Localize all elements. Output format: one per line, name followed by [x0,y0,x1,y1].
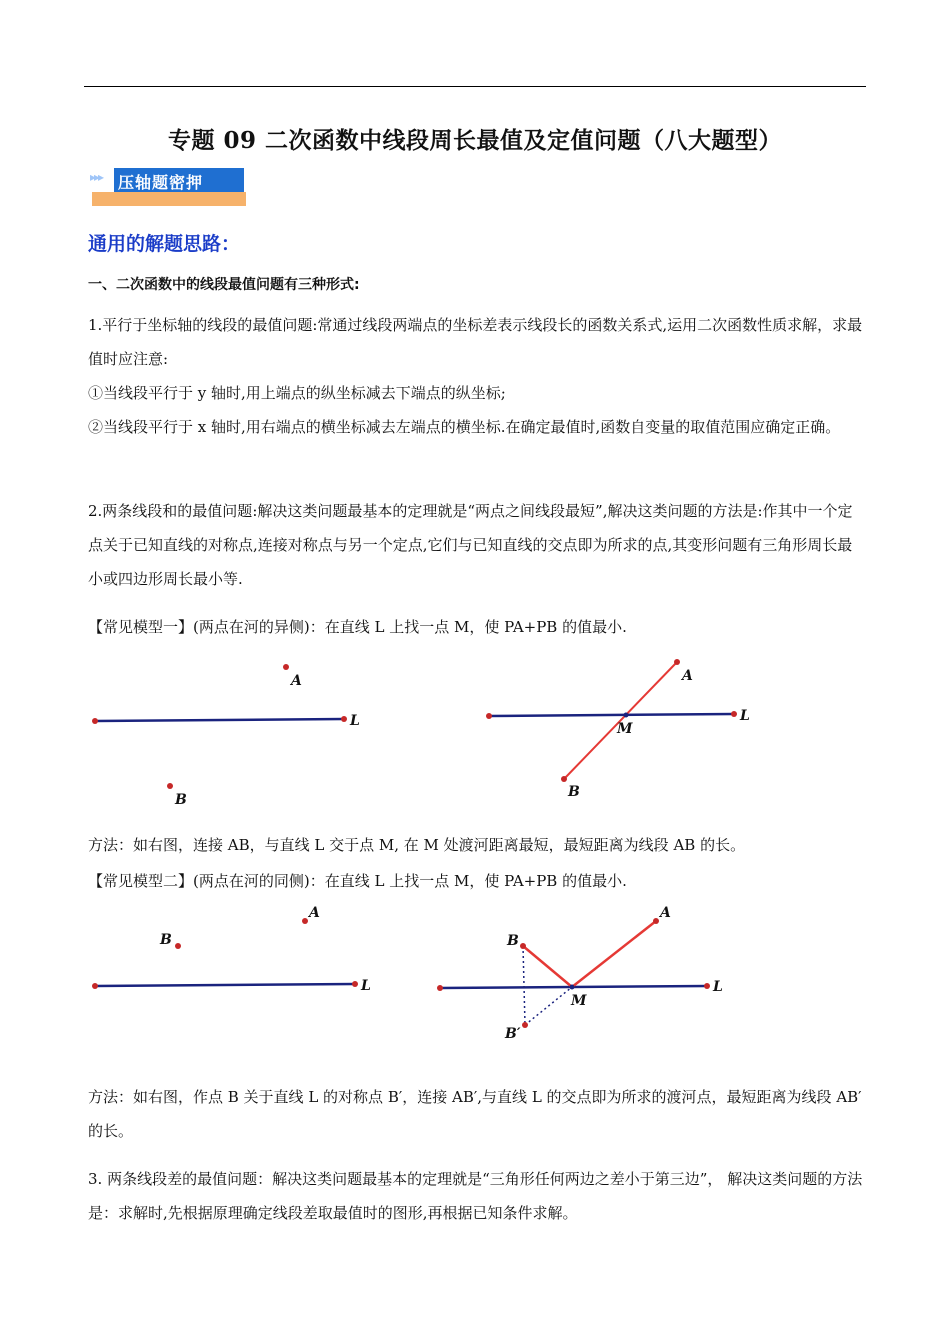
point-L-start-1b [486,713,492,719]
point-M-2b [570,985,575,990]
label-L-2a: L [361,978,371,994]
river-line-1b [489,714,734,716]
point-A-2b [653,918,659,924]
dotted-B-prime-M [525,987,572,1025]
subheading: 一、二次函数中的线段最值问题有三种形式: [88,277,360,293]
point-A-2a [302,918,308,924]
paragraph-2: 2.两条线段和的最值问题:解决这类问题最基本的定理就是“两点之间线段最短”,解决这类问题的方法是:作其中一个定点关于已知直线的对称点,连接对称点与另一个定点,它们与已知直线的交点即为所求的点,其变形问题有三角形周长最小或四边形周长最小等. [88,502,853,588]
label-A-1a: A [291,673,302,689]
point-B-prime-2b [522,1022,528,1028]
page-title: 专题 09 二次函数中线段周长最值及定值问题（八大题型） [167,127,783,154]
point-M-1b [624,713,629,718]
banner-label: 压轴题密押 [118,173,204,192]
method-1-text: 方法：如右图，连接 AB，与直线 L 交于点 M, 在 M 处渡河距离最短，最短距离为线段 AB 的长。 [88,836,746,854]
label-L-1a: L [350,713,360,729]
point-A-1a [283,664,289,670]
point-B-1a [167,783,173,789]
segment-BM-2b [523,946,572,987]
river-line-2a [95,984,355,986]
label-A-2a: A [309,905,320,921]
label-A-1b: A [682,668,693,684]
label-B-2a: B [160,932,172,948]
label-A-2b: A [660,905,671,921]
label-B-1b: B [568,784,580,800]
section-heading: 通用的解题思路： [88,233,241,255]
segment-MA-2b [572,921,656,987]
point-L-end-1a [341,716,347,722]
label-M-1b: M [617,721,633,737]
point-L-end-2b [704,983,710,989]
label-L-2b: L [713,979,723,995]
point-L-end-1b [731,711,737,717]
point-L-start-2b [437,985,443,991]
arrow-icon: ▸▸▸ [90,170,103,184]
paragraph-3: 3. 两条线段差的最值问题：解决这类问题最基本的定理就是“三角形任何两边之差小于第三边”， 解决这类问题的方法是：求解时,先根据原理确定线段差取最值时的图形,再根据已知条件求解。 [88,1170,863,1222]
point-L-start-2a [92,983,98,989]
label-B-2b: B [507,933,519,949]
point-B-2a [175,943,181,949]
label-L-1b: L [740,708,750,724]
label-M-2b: M [571,993,587,1009]
method-2-text: 方法：如右图，作点 B 关于直线 L 的对称点 B′，连接 AB′,与直线 L 的交点即为所求的渡河点，最短距离为线段 AB′的长。 [88,1088,862,1140]
point-A-1b [674,659,680,665]
model-2-text: 【常见模型二】(两点在河的同侧)：在直线 L 上找一点 M，使 PA+PB 的值最小. [88,872,627,890]
model-1-text: 【常见模型一】(两点在河的异侧)：在直线 L 上找一点 M，使 PA+PB 的值最小. [88,618,627,636]
paragraph-1: 1.平行于坐标轴的线段的最值问题:常通过线段两端点的坐标差表示线段长的函数关系式,运用二次函数性质求解，求最值时应注意: [88,316,863,368]
point-B-2b [520,943,526,949]
paragraph-1a: ①当线段平行于 y 轴时,用上端点的纵坐标减去下端点的纵坐标; [88,384,506,402]
point-L-end-2a [352,981,358,987]
point-L-start-1a [92,718,98,724]
label-B-prime-2b: B′ [505,1026,521,1042]
paragraph-1b: ②当线段平行于 x 轴时,用右端点的横坐标减去左端点的横坐标.在确定最值时,函数自变量的取值范围应确定正确。 [88,418,841,436]
dotted-BB-prime [523,946,525,1025]
river-line-1a [95,719,344,721]
label-B-1a: B [175,792,187,808]
point-B-1b [561,776,567,782]
